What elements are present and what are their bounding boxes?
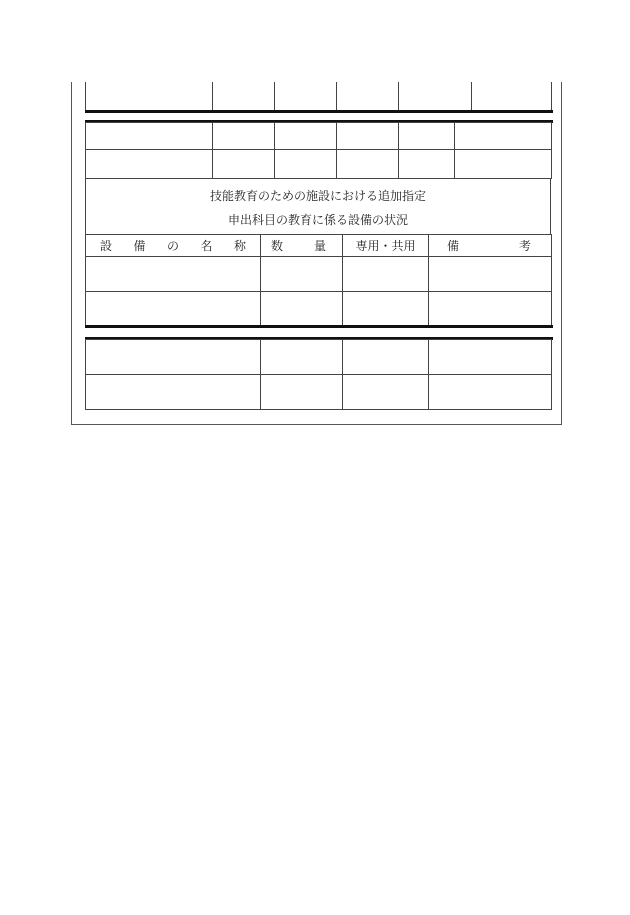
- table-cell[interactable]: [399, 123, 455, 150]
- header-char: 称: [233, 239, 246, 253]
- table-cell[interactable]: [472, 82, 552, 111]
- table-cell[interactable]: [275, 123, 337, 150]
- table-cell[interactable]: [429, 340, 552, 375]
- table-cell[interactable]: [429, 375, 552, 410]
- table-cell[interactable]: [213, 82, 275, 111]
- table-cell[interactable]: [261, 340, 343, 375]
- continued-table-grid: [85, 122, 552, 179]
- table-cell[interactable]: [455, 123, 552, 150]
- table-cell[interactable]: [429, 292, 552, 326]
- table-cell[interactable]: [86, 375, 261, 410]
- separator-line: [85, 110, 553, 113]
- header-char: 考: [518, 239, 531, 253]
- form-frame: [71, 82, 562, 425]
- column-header-usage: 専用・共用: [343, 235, 429, 257]
- table-cell[interactable]: [337, 150, 399, 179]
- table-cell[interactable]: [213, 150, 275, 179]
- table-cell[interactable]: [261, 292, 343, 326]
- table-row: [86, 375, 552, 410]
- table-row: [86, 257, 552, 292]
- table-row: [86, 340, 552, 375]
- table-cell[interactable]: [86, 292, 261, 326]
- table-cell[interactable]: [275, 150, 337, 179]
- table-cell[interactable]: [343, 257, 429, 292]
- table-cell[interactable]: [399, 82, 472, 111]
- header-char: の: [166, 239, 179, 253]
- table-row: [86, 150, 552, 179]
- equipment-table-header: [86, 235, 552, 257]
- separator-line: [85, 325, 553, 328]
- table-cell[interactable]: [343, 375, 429, 410]
- header-char: 備: [133, 239, 146, 253]
- table-cell[interactable]: [275, 82, 337, 111]
- table-cell[interactable]: [86, 123, 213, 150]
- continued-equipment-grid: [85, 339, 552, 410]
- table-row: [86, 292, 552, 326]
- table-cell[interactable]: [86, 82, 213, 111]
- table-cell[interactable]: [86, 150, 213, 179]
- top-table-grid: [85, 82, 552, 112]
- table-cell[interactable]: [86, 257, 261, 292]
- column-header-equipment-name: [86, 235, 261, 257]
- column-header-quantity: [261, 235, 343, 257]
- caption-line-1: 技能教育のための施設における追加指定: [209, 189, 426, 203]
- caption-line-2: 申出科目の教育に係る設備の状況: [227, 213, 408, 227]
- header-char: 数: [271, 239, 284, 253]
- header-char: 設: [100, 239, 113, 253]
- header-char: 名: [200, 239, 213, 253]
- table-cell[interactable]: [213, 123, 275, 150]
- table-cell[interactable]: [399, 150, 455, 179]
- table-cell[interactable]: [86, 340, 261, 375]
- table-cell[interactable]: [337, 123, 399, 150]
- header-char: 量: [313, 239, 326, 253]
- section-caption: [85, 178, 551, 235]
- table-cell[interactable]: [343, 340, 429, 375]
- table-cell[interactable]: [429, 257, 552, 292]
- header-char: 備: [447, 239, 460, 253]
- table-cell[interactable]: [343, 292, 429, 326]
- column-header-remarks: [429, 235, 552, 257]
- table-row: [86, 82, 552, 111]
- table-cell[interactable]: [455, 150, 552, 179]
- table-row: [86, 123, 552, 150]
- table-cell[interactable]: [261, 375, 343, 410]
- equipment-table: [85, 234, 552, 326]
- table-cell[interactable]: [337, 82, 399, 111]
- table-cell[interactable]: [261, 257, 343, 292]
